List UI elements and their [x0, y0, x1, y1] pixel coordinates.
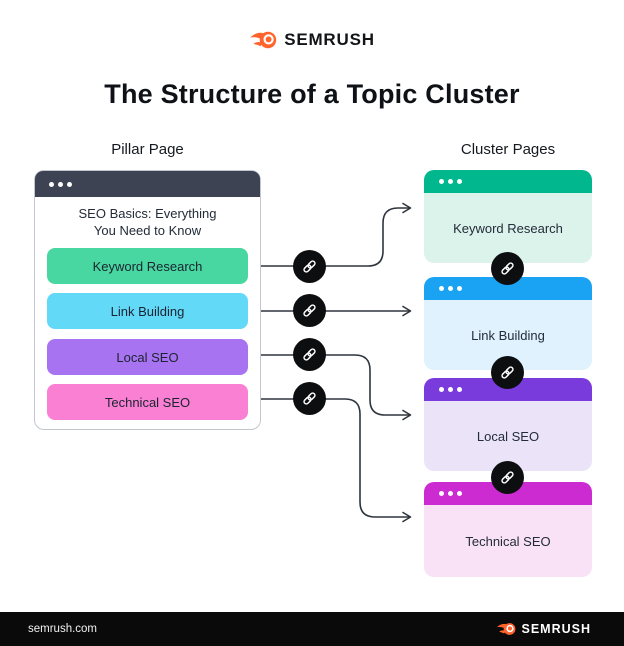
window-dot	[448, 179, 453, 184]
chain-link-icon	[499, 469, 516, 486]
pillar-item-link-building	[47, 293, 248, 329]
pillar-item-label: Technical SEO	[104, 394, 191, 410]
pillar-item-label: Keyword Research	[92, 258, 203, 274]
pillar-item-label: Local SEO	[116, 349, 179, 365]
window-dot	[58, 182, 63, 187]
window-dot	[448, 387, 453, 392]
page-title: The Structure of a Topic Cluster	[104, 79, 520, 109]
window-dot	[49, 182, 54, 187]
chain-link-icon	[301, 346, 318, 363]
browser-chrome-bar	[35, 171, 260, 197]
window-dot	[67, 182, 72, 187]
cluster-pages-label: Cluster Pages	[460, 141, 556, 158]
browser-chrome-bar	[424, 170, 592, 193]
cluster-card-label: Technical SEO	[465, 533, 551, 549]
chain-link-icon	[499, 260, 516, 277]
chain-link-icon	[301, 258, 318, 275]
footer-url: semrush.com	[28, 623, 98, 635]
cluster-card-label: Local SEO	[476, 428, 540, 444]
chain-link-icon	[301, 390, 318, 407]
chain-link-icon	[301, 302, 318, 319]
pillar-page-window	[34, 170, 261, 430]
pillar-item-technical-seo	[47, 384, 248, 420]
cluster-card-technical-seo	[424, 482, 592, 577]
pillar-window-title-line1: SEO Basics: Everything	[78, 206, 217, 221]
arrow-keyword-research	[261, 208, 410, 266]
window-dot	[457, 491, 462, 496]
pillar-item-label: Link Building	[110, 303, 185, 319]
pillar-window-title-line2: You Need to Know	[93, 223, 202, 238]
pillar-item-local-seo	[47, 339, 248, 375]
semrush-flame-icon	[496, 621, 516, 637]
semrush-wordmark: SEMRUSH	[284, 30, 375, 49]
semrush-logo	[0, 29, 624, 51]
link-connector	[491, 356, 524, 389]
semrush-wordmark: SEMRUSH	[521, 622, 591, 636]
pillar-page-label: Pillar Page	[111, 141, 184, 158]
link-connector	[491, 252, 524, 285]
link-connector	[293, 250, 326, 283]
cluster-card-body	[424, 505, 592, 577]
window-dot	[439, 286, 444, 291]
window-dot	[457, 179, 462, 184]
pillar-window-title	[35, 205, 260, 239]
semrush-flame-icon	[249, 29, 277, 51]
window-dot	[439, 179, 444, 184]
cluster-card-keyword-research	[424, 170, 592, 263]
window-dot	[448, 286, 453, 291]
window-dot	[439, 491, 444, 496]
window-dot	[457, 387, 462, 392]
arrow-technical-seo	[261, 399, 410, 517]
cluster-card-local-seo	[424, 378, 592, 471]
cluster-card-label: Keyword Research	[453, 220, 563, 236]
cluster-card-label: Link Building	[471, 327, 545, 343]
window-dot	[448, 491, 453, 496]
footer-bar	[0, 612, 624, 646]
window-dot	[439, 387, 444, 392]
link-connector	[293, 338, 326, 371]
link-connector	[293, 294, 326, 327]
arrow-local-seo	[261, 355, 410, 415]
chain-link-icon	[499, 364, 516, 381]
footer-semrush-logo	[496, 621, 591, 637]
link-connector	[491, 461, 524, 494]
window-dot	[457, 286, 462, 291]
pillar-item-keyword-research	[47, 248, 248, 284]
link-connector	[293, 382, 326, 415]
